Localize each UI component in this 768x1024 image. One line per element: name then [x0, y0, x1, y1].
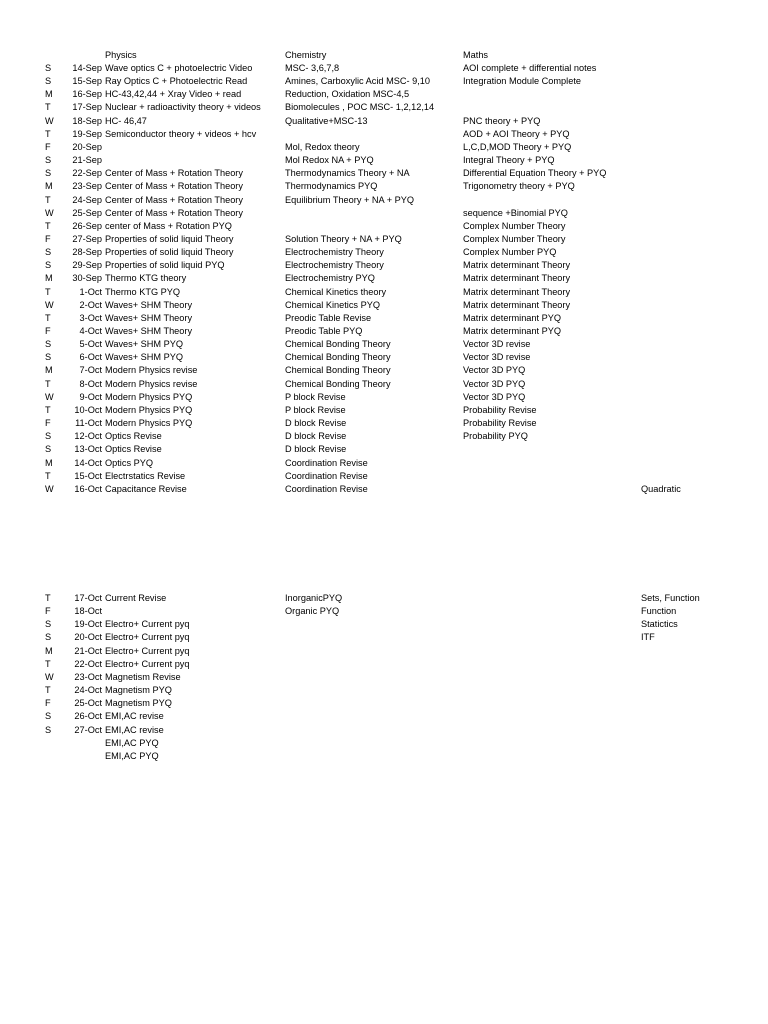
- chemistry-cell: D block Revise: [285, 444, 347, 454]
- chemistry-cell: Solution Theory + NA + PYQ: [285, 234, 402, 244]
- physics-cell: Center of Mass + Rotation Theory: [105, 168, 243, 178]
- physics-cell: Waves+ SHM Theory: [105, 300, 193, 310]
- maths-cell: sequence +Binomial PYQ: [463, 208, 568, 218]
- date-cell: 3-Oct: [79, 313, 102, 323]
- day-cell: T: [45, 685, 51, 695]
- day-cell: F: [45, 698, 51, 708]
- date-cell: 5-Oct: [79, 339, 102, 349]
- chemistry-cell: Coordination Revise: [285, 458, 368, 468]
- physics-cell: Center of Mass + Rotation Theory: [105, 195, 243, 205]
- day-cell: M: [45, 181, 53, 191]
- physics-cell: Modern Physics PYQ: [105, 418, 193, 428]
- date-cell: 23-Oct: [74, 672, 102, 682]
- day-cell: T: [45, 287, 51, 297]
- chemistry-cell: Chemical Bonding Theory: [285, 339, 391, 349]
- day-cell: M: [45, 273, 53, 283]
- date-cell: 13-Oct: [74, 444, 102, 454]
- chemistry-cell: Preodic Table PYQ: [285, 326, 363, 336]
- physics-cell: Capacitance Revise: [105, 484, 187, 494]
- date-cell: 29-Sep: [72, 260, 102, 270]
- header-maths: Maths: [463, 50, 489, 60]
- day-cell: W: [45, 300, 54, 310]
- date-cell: 2-Oct: [79, 300, 102, 310]
- day-cell: W: [45, 484, 54, 494]
- maths-cell: Matrix determinant PYQ: [463, 313, 562, 323]
- physics-cell: Wave optics C + photoelectric Video: [105, 63, 253, 73]
- physics-cell: Electro+ Current pyq: [105, 659, 190, 669]
- date-cell: 7-Oct: [79, 365, 102, 375]
- maths-cell: Probability PYQ: [463, 431, 528, 441]
- physics-cell: Semiconductor theory + videos + hcv: [105, 129, 257, 139]
- day-cell: M: [45, 89, 53, 99]
- physics-cell: Magnetism PYQ: [105, 685, 172, 695]
- date-cell: 26-Oct: [74, 711, 102, 721]
- chemistry-cell: P block Revise: [285, 405, 346, 415]
- date-cell: 27-Oct: [74, 725, 102, 735]
- date-cell: 23-Sep: [72, 181, 102, 191]
- extra-cell: Statictics: [641, 619, 678, 629]
- maths-cell: Probability Revise: [463, 418, 537, 428]
- chemistry-cell: Electrochemistry Theory: [285, 247, 384, 257]
- chemistry-cell: P block Revise: [285, 392, 346, 402]
- physics-cell: Electro+ Current pyq: [105, 632, 190, 642]
- physics-cell: EMI,AC revise: [105, 711, 164, 721]
- day-cell: T: [45, 195, 51, 205]
- day-cell: S: [45, 632, 52, 642]
- date-cell: 16-Oct: [74, 484, 102, 494]
- maths-cell: Vector 3D revise: [463, 339, 531, 349]
- physics-cell: Modern Physics PYQ: [105, 392, 193, 402]
- extra-cell: ITF: [641, 632, 655, 642]
- date-cell: 19-Sep: [72, 129, 102, 139]
- physics-cell: EMI,AC PYQ: [105, 738, 159, 748]
- date-cell: 21-Oct: [74, 646, 102, 656]
- physics-cell: center of Mass + Rotation PYQ: [105, 221, 232, 231]
- date-cell: 17-Oct: [74, 593, 102, 603]
- physics-cell: Electro+ Current pyq: [105, 619, 190, 629]
- day-cell: W: [45, 208, 54, 218]
- chemistry-cell: Mol Redox NA + PYQ: [285, 155, 374, 165]
- physics-cell: EMI,AC PYQ: [105, 751, 159, 761]
- day-cell: S: [45, 711, 52, 721]
- maths-cell: Vector 3D PYQ: [463, 392, 526, 402]
- day-cell: W: [45, 672, 54, 682]
- header-physics: Physics: [105, 50, 137, 60]
- physics-cell: Waves+ SHM PYQ: [105, 339, 184, 349]
- date-cell: 9-Oct: [79, 392, 102, 402]
- day-cell: S: [45, 352, 52, 362]
- day-cell: T: [45, 313, 51, 323]
- physics-cell: Electrstatics Revise: [105, 471, 186, 481]
- day-cell: S: [45, 725, 52, 735]
- day-cell: F: [45, 234, 51, 244]
- maths-cell: Complex Number PYQ: [463, 247, 557, 257]
- physics-cell: Waves+ SHM Theory: [105, 326, 193, 336]
- day-cell: S: [45, 247, 52, 257]
- day-cell: S: [45, 619, 52, 629]
- chemistry-cell: Chemical Bonding Theory: [285, 379, 391, 389]
- day-cell: T: [45, 102, 51, 112]
- physics-cell: Electro+ Current pyq: [105, 646, 190, 656]
- chemistry-cell: Preodic Table Revise: [285, 313, 372, 323]
- chemistry-cell: InorganicPYQ: [285, 593, 343, 603]
- physics-cell: Waves+ SHM Theory: [105, 313, 193, 323]
- date-cell: 18-Oct: [74, 606, 102, 616]
- day-cell: S: [45, 431, 52, 441]
- day-cell: S: [45, 63, 52, 73]
- chemistry-cell: Thermodynamics Theory + NA: [285, 168, 410, 178]
- maths-cell: Complex Number Theory: [463, 234, 566, 244]
- maths-cell: Matrix determinant Theory: [463, 287, 571, 297]
- day-cell: S: [45, 444, 52, 454]
- maths-cell: Integral Theory + PYQ: [463, 155, 555, 165]
- physics-cell: Properties of solid liquid Theory: [105, 234, 234, 244]
- extra-cell: Function: [641, 606, 677, 616]
- physics-cell: Center of Mass + Rotation Theory: [105, 181, 243, 191]
- day-cell: T: [45, 129, 51, 139]
- date-cell: 25-Oct: [74, 698, 102, 708]
- day-cell: M: [45, 458, 53, 468]
- physics-cell: Ray Optics C + Photoelectric Read: [105, 76, 248, 86]
- physics-cell: Optics Revise: [105, 431, 162, 441]
- date-cell: 11-Oct: [75, 418, 102, 428]
- chemistry-cell: Qualitative+MSC-13: [285, 116, 368, 126]
- day-cell: S: [45, 76, 52, 86]
- extra-cell: Quadratic: [641, 484, 681, 494]
- date-cell: 21-Sep: [72, 155, 102, 165]
- date-cell: 24-Sep: [72, 195, 102, 205]
- date-cell: 24-Oct: [74, 685, 102, 695]
- physics-cell: Thermo KTG theory: [105, 273, 187, 283]
- chemistry-cell: Thermodynamics PYQ: [285, 181, 378, 191]
- date-cell: 1-Oct: [79, 287, 102, 297]
- chemistry-cell: MSC- 3,6,7,8: [285, 63, 340, 73]
- maths-cell: AOI complete + differential notes: [463, 63, 597, 73]
- date-cell: 15-Oct: [74, 471, 102, 481]
- day-cell: T: [45, 593, 51, 603]
- physics-cell: Properties of solid liquid PYQ: [105, 260, 225, 270]
- chemistry-cell: Amines, Carboxylic Acid MSC- 9,10: [285, 76, 431, 86]
- date-cell: 22-Oct: [74, 659, 102, 669]
- day-cell: T: [45, 379, 51, 389]
- day-cell: T: [45, 221, 51, 231]
- chemistry-cell: Coordination Revise: [285, 484, 368, 494]
- day-cell: T: [45, 471, 51, 481]
- day-cell: F: [45, 418, 51, 428]
- physics-cell: EMI,AC revise: [105, 725, 164, 735]
- chemistry-cell: Chemical Kinetics PYQ: [285, 300, 380, 310]
- day-cell: W: [45, 392, 54, 402]
- maths-cell: Differential Equation Theory + PYQ: [463, 168, 607, 178]
- date-cell: 28-Sep: [72, 247, 102, 257]
- date-cell: 22-Sep: [72, 168, 102, 178]
- date-cell: 30-Sep: [72, 273, 102, 283]
- date-cell: 18-Sep: [72, 116, 102, 126]
- date-cell: 10-Oct: [74, 405, 102, 415]
- day-cell: F: [45, 326, 51, 336]
- date-cell: 4-Oct: [79, 326, 102, 336]
- date-cell: 6-Oct: [79, 352, 102, 362]
- physics-cell: HC-43,42,44 + Xray Video + read: [105, 89, 242, 99]
- maths-cell: Matrix determinant Theory: [463, 273, 571, 283]
- date-cell: 20-Oct: [74, 632, 102, 642]
- maths-cell: Matrix determinant Theory: [463, 260, 571, 270]
- physics-cell: Magnetism Revise: [105, 672, 181, 682]
- chemistry-cell: Biomolecules , POC MSC- 1,2,12,14: [285, 102, 435, 112]
- day-cell: T: [45, 405, 51, 415]
- date-cell: 25-Sep: [72, 208, 102, 218]
- maths-cell: L,C,D,MOD Theory + PYQ: [463, 142, 572, 152]
- date-cell: 19-Oct: [74, 619, 102, 629]
- maths-cell: Vector 3D revise: [463, 352, 531, 362]
- chemistry-cell: Chemical Bonding Theory: [285, 352, 391, 362]
- physics-cell: Modern Physics PYQ: [105, 405, 193, 415]
- physics-cell: Waves+ SHM PYQ: [105, 352, 184, 362]
- physics-cell: Modern Physics revise: [105, 379, 198, 389]
- physics-cell: Nuclear + radioactivity theory + videos: [105, 102, 261, 112]
- maths-cell: Matrix determinant Theory: [463, 300, 571, 310]
- maths-cell: Probability Revise: [463, 405, 537, 415]
- physics-cell: Thermo KTG PYQ: [105, 287, 181, 297]
- day-cell: F: [45, 142, 51, 152]
- maths-cell: PNC theory + PYQ: [463, 116, 541, 126]
- date-cell: 14-Oct: [74, 458, 102, 468]
- maths-cell: Complex Number Theory: [463, 221, 566, 231]
- maths-cell: AOD + AOI Theory + PYQ: [463, 129, 570, 139]
- chemistry-cell: Coordination Revise: [285, 471, 368, 481]
- date-cell: 14-Sep: [72, 63, 102, 73]
- maths-cell: Integration Module Complete: [463, 76, 581, 86]
- chemistry-cell: Chemical Kinetics theory: [285, 287, 387, 297]
- date-cell: 12-Oct: [74, 431, 102, 441]
- physics-cell: Optics PYQ: [105, 458, 153, 468]
- maths-cell: Matrix determinant PYQ: [463, 326, 562, 336]
- chemistry-cell: Mol, Redox theory: [285, 142, 360, 152]
- physics-cell: HC- 46,47: [105, 116, 147, 126]
- date-cell: 27-Sep: [72, 234, 102, 244]
- day-cell: S: [45, 155, 52, 165]
- header-chemistry: Chemistry: [285, 50, 327, 60]
- chemistry-cell: D block Revise: [285, 418, 347, 428]
- physics-cell: Current Revise: [105, 593, 167, 603]
- day-cell: M: [45, 646, 53, 656]
- physics-cell: Optics Revise: [105, 444, 162, 454]
- day-cell: S: [45, 260, 52, 270]
- date-cell: 8-Oct: [79, 379, 102, 389]
- day-cell: M: [45, 365, 53, 375]
- maths-cell: Vector 3D PYQ: [463, 379, 526, 389]
- day-cell: F: [45, 606, 51, 616]
- physics-cell: Properties of solid liquid Theory: [105, 247, 234, 257]
- date-cell: 26-Sep: [72, 221, 102, 231]
- date-cell: 20-Sep: [72, 142, 102, 152]
- day-cell: S: [45, 339, 52, 349]
- physics-cell: Modern Physics revise: [105, 365, 198, 375]
- day-cell: S: [45, 168, 52, 178]
- chemistry-cell: Electrochemistry Theory: [285, 260, 384, 270]
- chemistry-cell: Equilibrium Theory + NA + PYQ: [285, 195, 415, 205]
- chemistry-cell: Reduction, Oxidation MSC-4,5: [285, 89, 410, 99]
- chemistry-cell: D block Revise: [285, 431, 347, 441]
- date-cell: 17-Sep: [72, 102, 102, 112]
- date-cell: 15-Sep: [72, 76, 102, 86]
- day-cell: W: [45, 116, 54, 126]
- physics-cell: Magnetism PYQ: [105, 698, 172, 708]
- day-cell: T: [45, 659, 51, 669]
- physics-cell: Center of Mass + Rotation Theory: [105, 208, 243, 218]
- extra-cell: Sets, Function: [641, 593, 700, 603]
- chemistry-cell: Electrochemistry PYQ: [285, 273, 375, 283]
- chemistry-cell: Chemical Bonding Theory: [285, 365, 391, 375]
- maths-cell: Trigonometry theory + PYQ: [463, 181, 575, 191]
- chemistry-cell: Organic PYQ: [285, 606, 340, 616]
- maths-cell: Vector 3D PYQ: [463, 365, 526, 375]
- date-cell: 16-Sep: [72, 89, 102, 99]
